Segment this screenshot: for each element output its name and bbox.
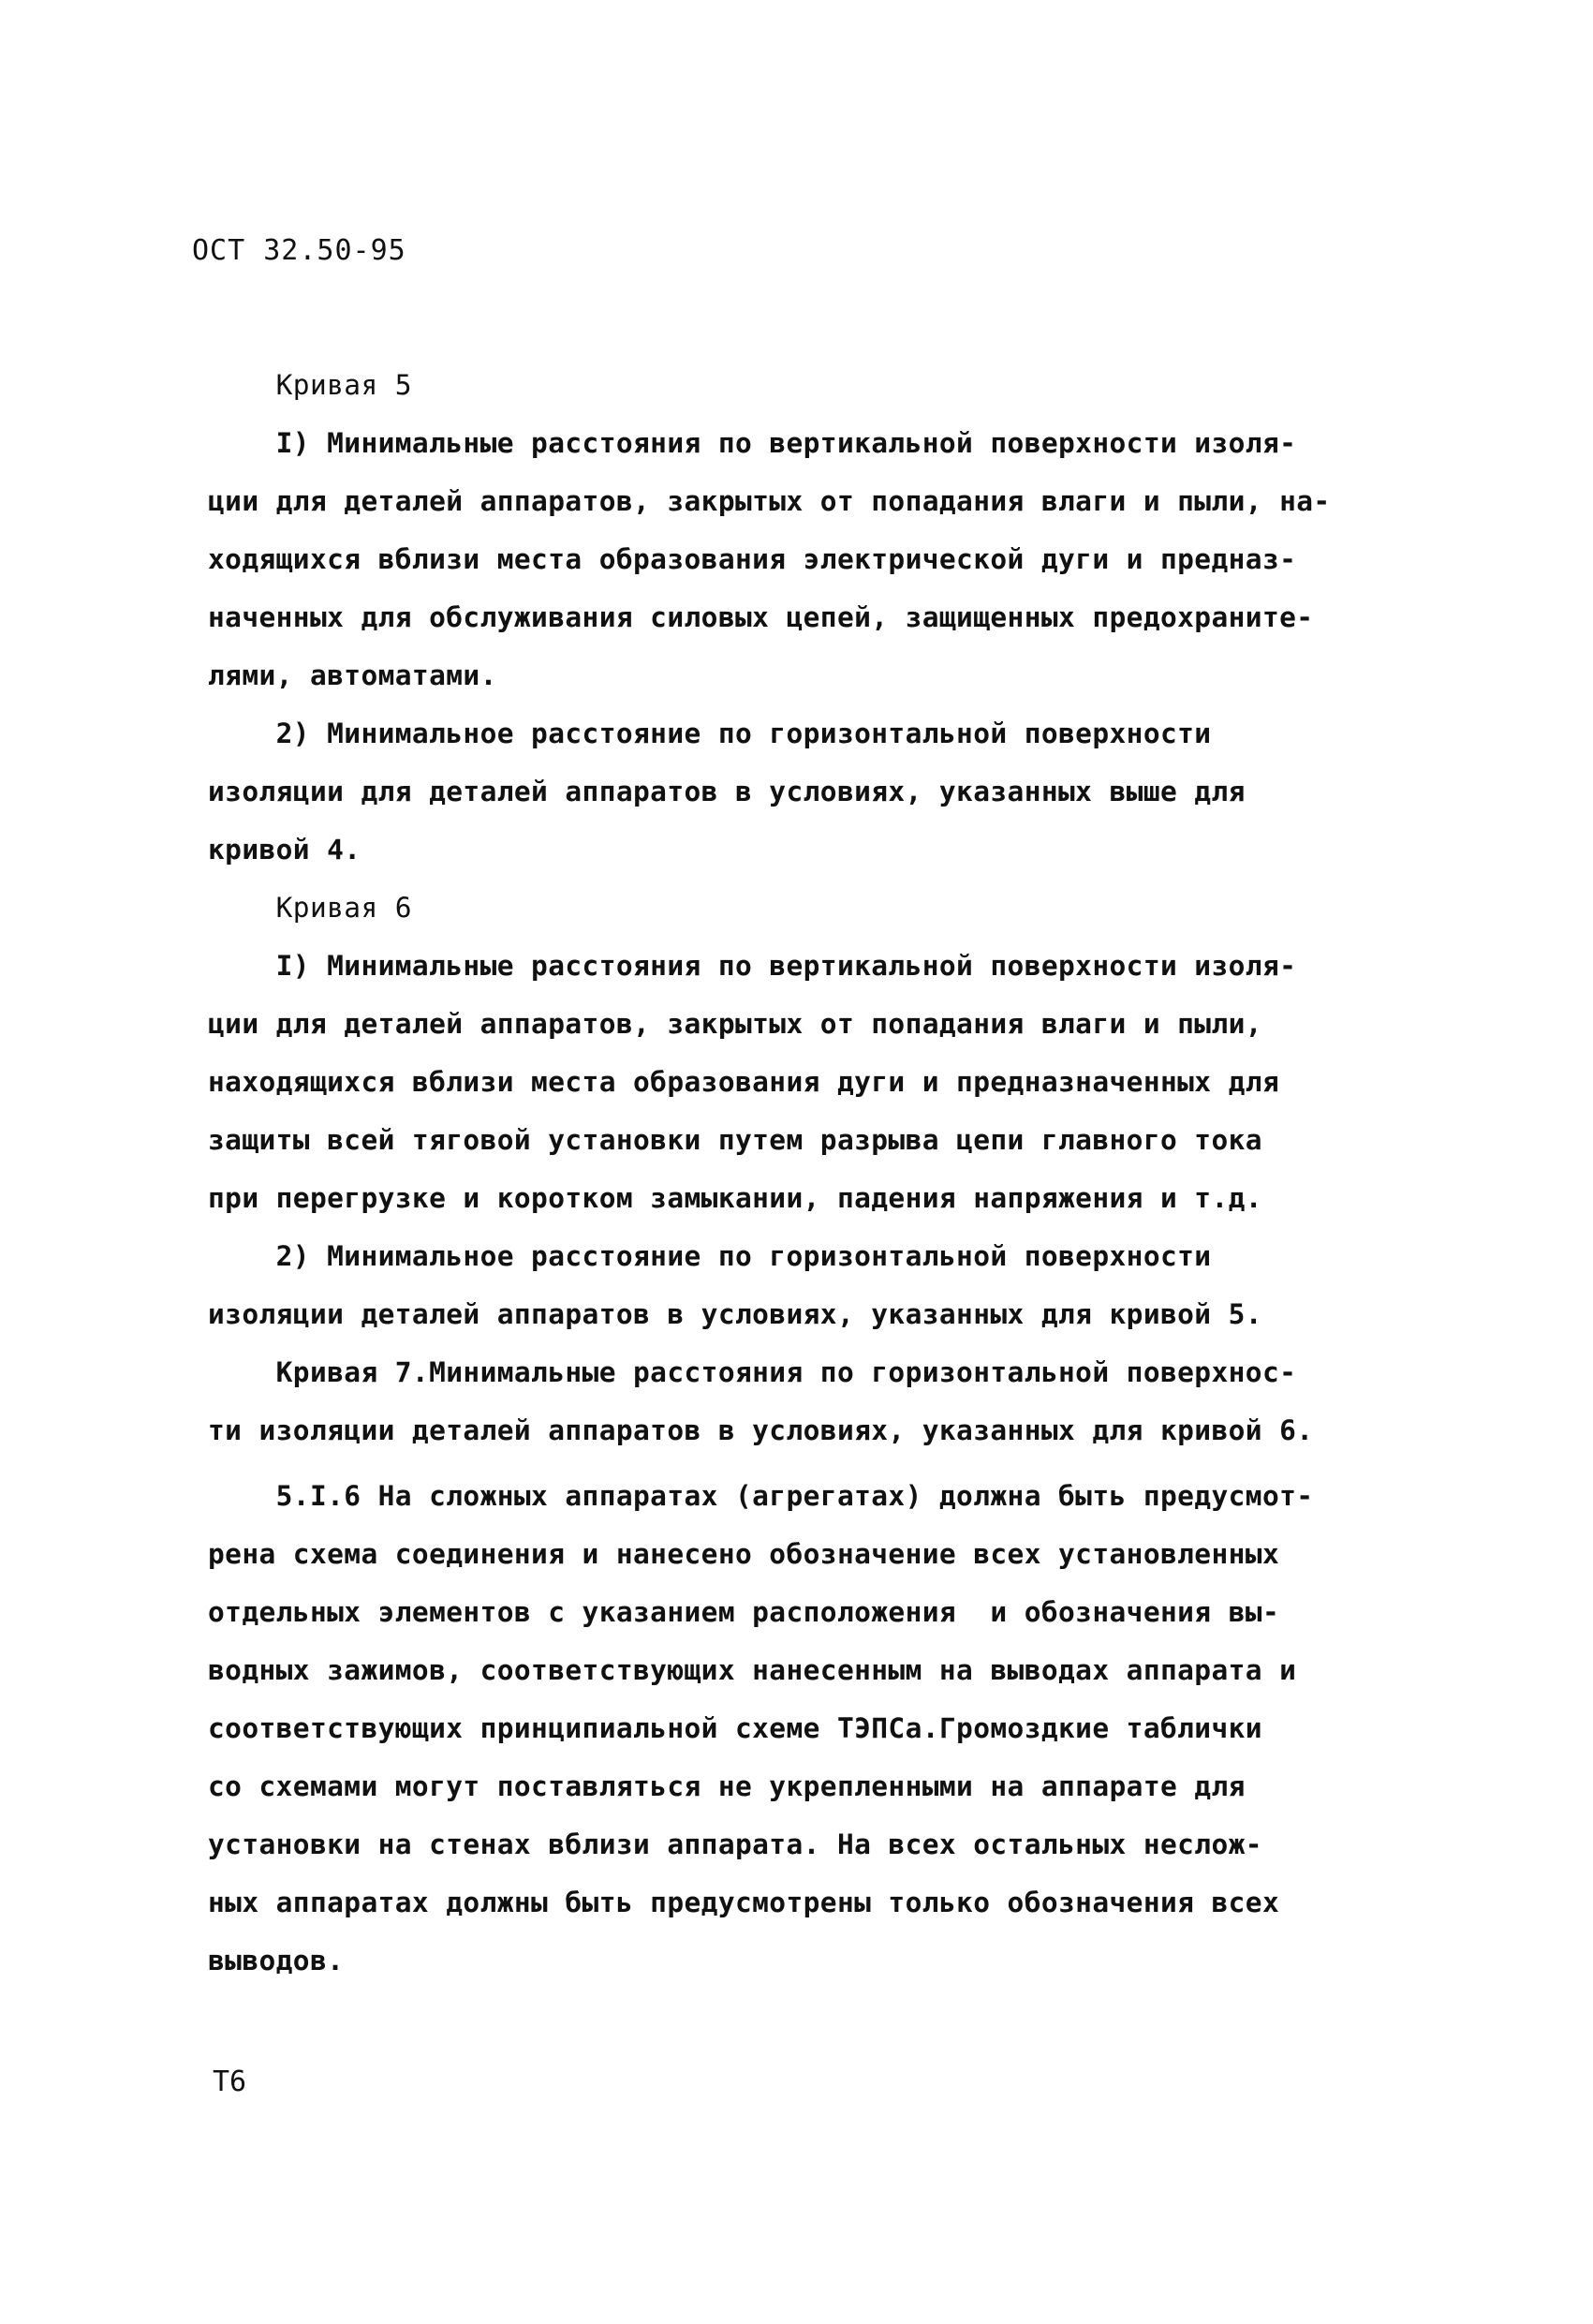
text-line: ходящихся вблизи места образования электрической дуги и предназ-: [208, 543, 1297, 575]
text-line: ти изоляции деталей аппаратов в условиях, указанных для кривой 6.: [208, 1414, 1314, 1446]
text-line: водных зажимов, соответствующих нанесенным на выводах аппарата и: [208, 1654, 1297, 1686]
document-code: ОСТ 32.50-95: [192, 234, 406, 267]
text-line: выводов.: [208, 1945, 345, 1976]
text-line: наченных для обслуживания силовых цепей, защищенных предохраните-: [208, 601, 1314, 633]
text-line: I) Минимальные расстояния по вертикальной поверхности изоля-: [208, 950, 1297, 982]
text-line: лями, автоматами.: [208, 659, 497, 691]
text-line: отдельных элементов с указанием расположения и обозначения вы-: [208, 1596, 1280, 1628]
text-line: находящихся вблизи места образования дуги и предназначенных для: [208, 1066, 1280, 1098]
text-line: установки на стенах вблизи аппарата. На всех остальных неслож-: [208, 1828, 1262, 1860]
section-heading: Кривая 6: [208, 892, 412, 924]
page-number: Т6: [213, 2065, 247, 2098]
text-line: изоляции для деталей аппаратов в условиях, указанных выше для: [208, 776, 1246, 807]
text-line: 2) Минимальное расстояние по горизонтальной поверхности: [208, 718, 1212, 749]
text-line: ных аппаратах должны быть предусмотрены только обозначения всех: [208, 1887, 1280, 1918]
text-line: ции для деталей аппаратов, закрытых от попадания влаги и пыли,: [208, 1008, 1262, 1040]
text-line: соответствующих принципиальной схеме ТЭПСа.Громоздкие таблички: [208, 1712, 1262, 1744]
document-body: [208, 356, 1435, 1990]
paragraph-gap: [208, 1459, 1435, 1467]
text-line: 5.I.6 На сложных аппаратах (агрегатах) должна быть предусмот-: [208, 1480, 1314, 1512]
text-line: 2) Минимальное расстояние по горизонтальной поверхности: [208, 1240, 1212, 1272]
text-line: защиты всей тяговой установки путем разрыва цепи главного тока: [208, 1124, 1262, 1156]
text-line: ции для деталей аппаратов, закрытых от попадания влаги и пыли, на-: [208, 485, 1331, 517]
text-line: I) Минимальные расстояния по вертикальной поверхности изоля-: [208, 427, 1297, 459]
text-line: при перегрузке и коротком замыкании, падения напряжения и т.д.: [208, 1182, 1262, 1214]
text-line: кривой 4.: [208, 834, 361, 866]
text-line: со схемами могут поставляться не укрепленными на аппарате для: [208, 1770, 1246, 1802]
text-line: изоляции деталей аппаратов в условиях, указанных для кривой 5.: [208, 1298, 1262, 1330]
text-line: рена схема соединения и нанесено обозначение всех установленных: [208, 1538, 1280, 1570]
text-line: Кривая 7.Минимальные расстояния по горизонтальной поверхнос-: [208, 1356, 1297, 1388]
section-heading: Кривая 5: [208, 369, 412, 401]
